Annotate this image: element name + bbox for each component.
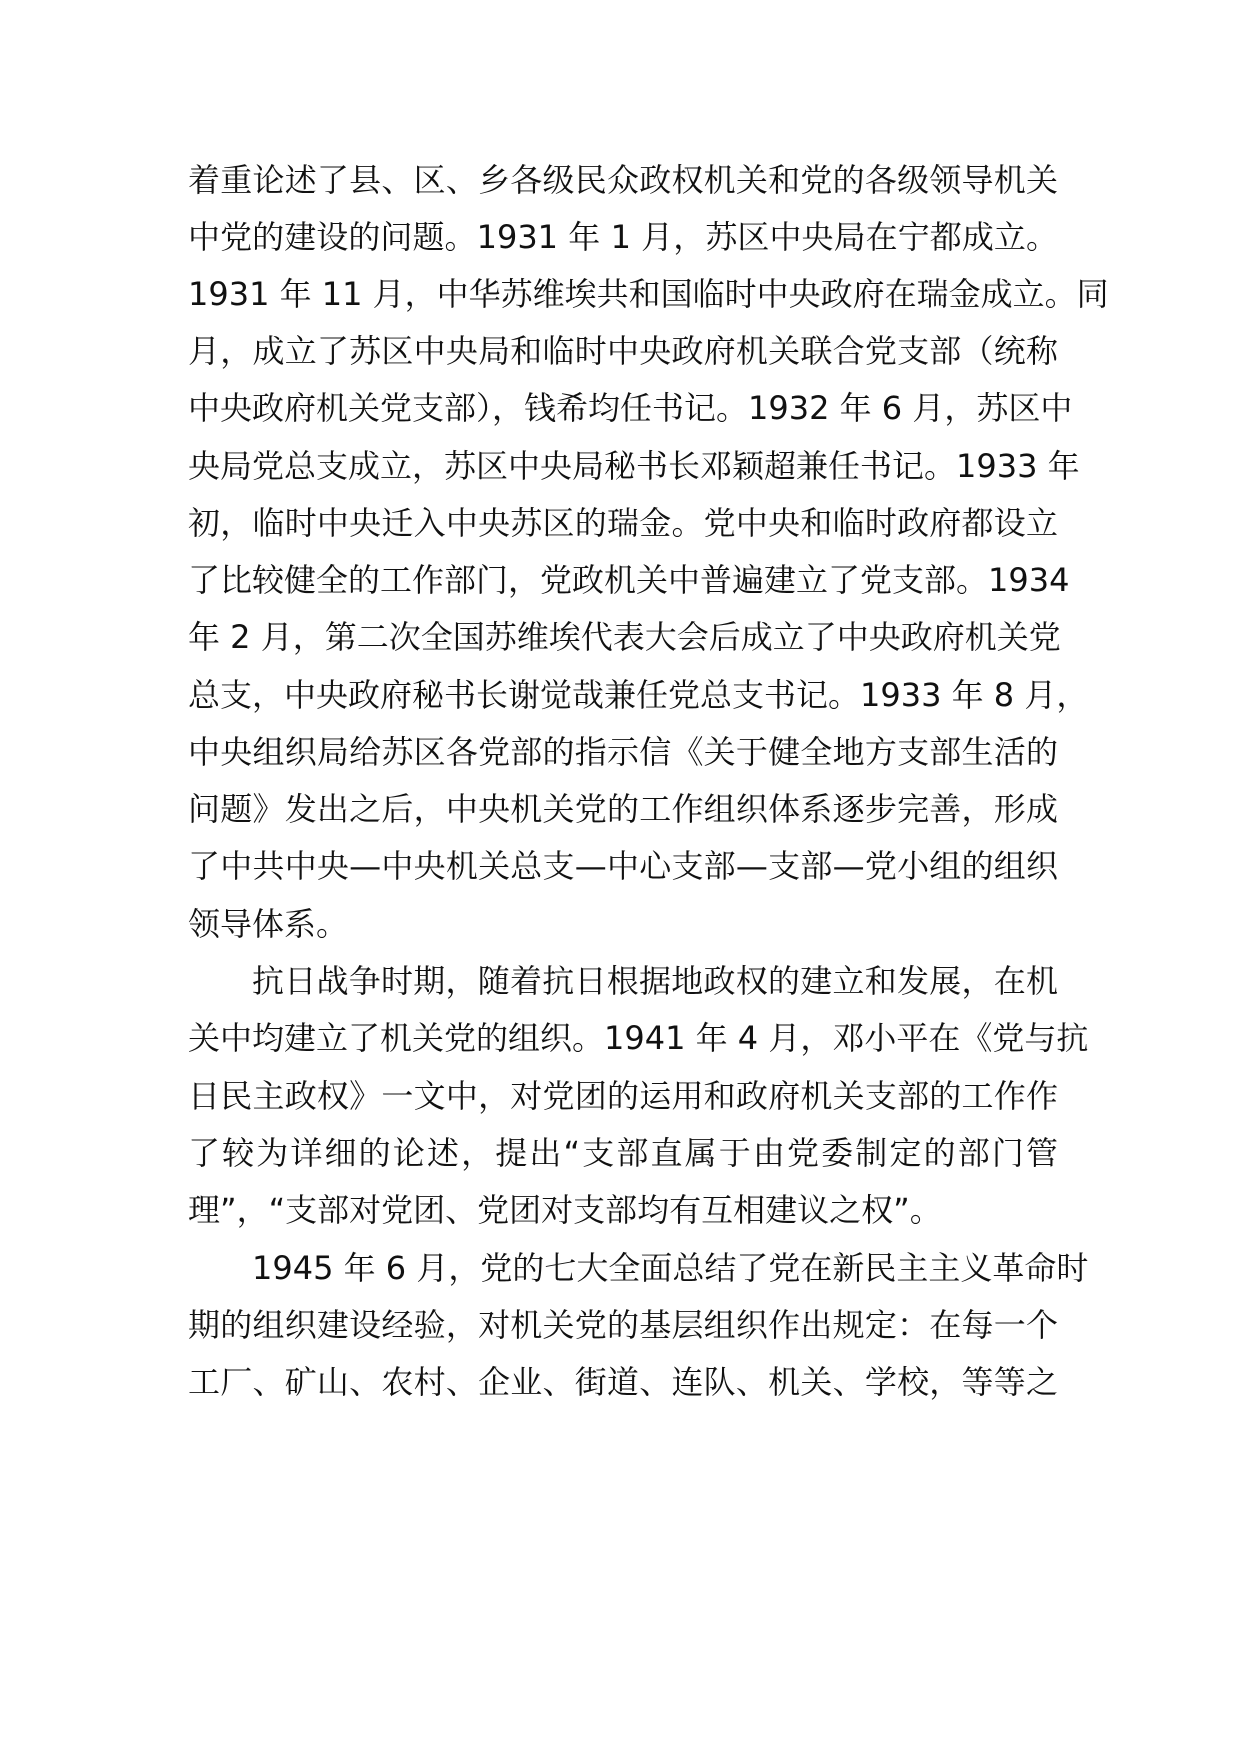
text-line: 了比较健全的工作部门，党政机关中普遍建立了党支部。1934: [188, 561, 1070, 599]
text-line: 着重论述了县、区、乡各级民众政权机关和党的各级领导机关: [188, 161, 1058, 199]
text-line: 央局党总支成立，苏区中央局秘书长邓颖超兼任书记。1933 年: [188, 447, 1080, 485]
text-line: 理”，“支部对党团、党团对支部均有互相建议之权”。: [188, 1191, 942, 1229]
text-line: 中央组织局给苏区各党部的指示信《关于健全地方支部生活的: [188, 733, 1058, 771]
text-line: 年 2 月，第二次全国苏维埃代表大会后成立了中央政府机关党: [188, 618, 1061, 656]
text-line: 日民主政权》一文中，对党团的运用和政府机关支部的工作作: [188, 1077, 1058, 1115]
text-line: 1931 年 11 月，中华苏维埃共和国临时中央政府在瑞金成立。同: [188, 275, 1109, 313]
text-line: 了中共中央—中央机关总支—中心支部—支部—党小组的组织: [188, 847, 1058, 885]
text-line: 月，成立了苏区中央局和临时中央政府机关联合党支部（统称: [188, 332, 1058, 370]
text-line: 期的组织建设经验，对机关党的基层组织作出规定：在每一个: [188, 1306, 1058, 1344]
text-line: 工厂、矿山、农村、企业、街道、连队、机关、学校，等等之: [188, 1363, 1058, 1401]
text-line: 问题》发出之后，中央机关党的工作组织体系逐步完善，形成: [188, 790, 1058, 828]
text-line: 中党的建设的问题。1931 年 1 月，苏区中央局在宁都成立。: [188, 218, 1058, 256]
text-line: 了较为详细的论述，提出“支部直属于由党委制定的部门管: [188, 1134, 1058, 1172]
text-line: 抗日战争时期，随着抗日根据地政权的建立和发展，在机: [252, 962, 1058, 1000]
text-line: 领导体系。: [188, 905, 349, 943]
text-line: 1945 年 6 月，党的七大全面总结了党在新民主主义革命时: [252, 1249, 1089, 1287]
text-line: 总支，中央政府秘书长谢觉哉兼任党总支书记。1933 年 8 月，: [188, 676, 1089, 714]
text-line: 关中均建立了机关党的组织。1941 年 4 月，邓小平在《党与抗: [188, 1019, 1089, 1057]
text-line: 初，临时中央迁入中央苏区的瑞金。党中央和临时政府都设立: [188, 504, 1058, 542]
text-line: 中央政府机关党支部），钱希均任书记。1932 年 6 月，苏区中: [188, 389, 1073, 427]
